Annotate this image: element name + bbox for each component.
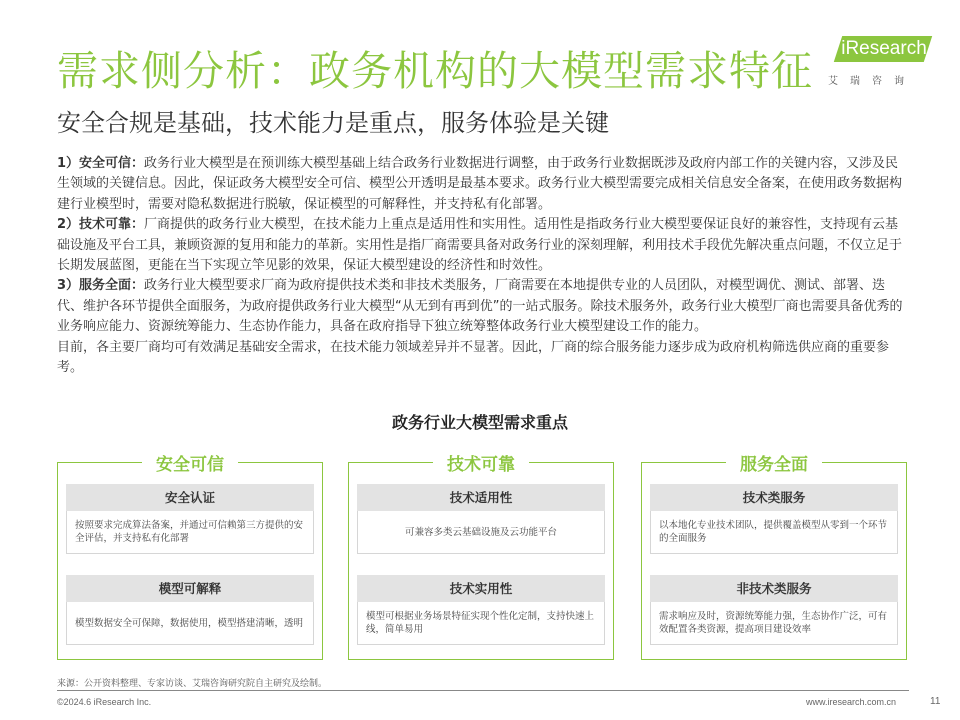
logo-wordmark	[838, 36, 930, 62]
card-tech-practicality	[357, 575, 605, 645]
panel-security	[57, 455, 323, 660]
panel-technology	[348, 455, 614, 660]
page-title: 需求侧分析：政务机构的大模型需求特征	[57, 47, 813, 95]
panel-security-title: 安全可信	[142, 455, 238, 475]
paragraph-technology	[57, 215, 909, 276]
card-tech-service	[650, 484, 898, 554]
card-text: 模型可根据业务场景特征实现个性化定制，支持快速上线，简单易用	[357, 602, 605, 645]
card-title: 模型可解释	[66, 575, 314, 602]
logo-text: Research	[845, 38, 927, 59]
panel-service	[641, 455, 907, 660]
iresearch-logo	[828, 32, 928, 88]
card-text: 可兼容多类云基础设施及云功能平台	[357, 511, 605, 554]
card-text: 以本地化专业技术团队，提供覆盖模型从零到一个环节的全面服务	[650, 511, 898, 554]
card-title: 安全认证	[66, 484, 314, 511]
page-subtitle: 安全合规是基础，技术能力是重点，服务体验是关键	[57, 109, 609, 137]
logo-chinese-name: 艾瑞咨询	[828, 76, 916, 87]
card-model-explainable	[66, 575, 314, 645]
paragraph-technology-text: 厂商提供的政务行业大模型，在技术能力上重点是适用性和实用性。适用性是指政务行业大模型要保证良好的兼容性，支持现有云基础设施及平台工具，兼顾资源的复用和能力的革新。实用性是指厂商需要具备对政务行业的深刻理解，利用技术手段优先解决重点问题，不仅立足于长期发展蓝图，更能在当下实现立竿见影的效果，保证大模型建设的经济性和时效性。	[57, 217, 903, 274]
card-security-cert	[66, 484, 314, 554]
panel-technology-title: 技术可靠	[433, 455, 529, 475]
paragraph-conclusion: 目前，各主要厂商均可有效满足基础安全需求，在技术能力领域差异并不显著。因此，厂商的综合服务能力逐步成为政府机构筛选供应商的重要参考。	[57, 339, 890, 376]
paragraph-technology-label: 2）技术可靠：	[57, 217, 145, 233]
page-number: 11	[930, 696, 941, 707]
card-tech-applicability	[357, 484, 605, 554]
panel-technology-header	[349, 450, 613, 475]
card-text: 按照要求完成算法备案，并通过可信赖第三方提供的安全评估，并支持私有化部署	[66, 511, 314, 554]
card-title: 技术适用性	[357, 484, 605, 511]
card-text: 模型数据安全可保障，数据使用，模型搭建清晰，透明	[66, 602, 314, 645]
paragraph-service-text: 政务行业大模型要求厂商为政府提供技术类和非技术类服务，厂商需要在本地提供专业的人员团队，对模型调优、测试、部署、迭代、维护各环节提供全面服务，为政府提供政务行业大模型“从无到有再到优”的一站式服务。除技术服务外，政务行业大模型厂商也需要具备优秀的业务响应能力、资源统筹能力、生态协作能力，具备在政府指导下独立统筹整体政务行业大模型建设工作的能力。	[57, 278, 903, 335]
card-text: 需求响应及时，资源统筹能力强，生态协作广泛，可有效配置各类资源，提高项目建设效率	[650, 602, 898, 645]
website-link[interactable]: www.iresearch.com.cn	[805, 697, 896, 707]
paragraph-service	[57, 276, 909, 337]
source-note: 来源：公开资料整理、专家访谈、艾瑞咨询研究院自主研究及绘制。	[57, 679, 328, 689]
card-title: 非技术类服务	[650, 575, 898, 602]
card-title: 技术实用性	[357, 575, 605, 602]
panel-security-header	[58, 450, 322, 475]
panel-service-title: 服务全面	[726, 455, 822, 475]
diagram-title: 政务行业大模型需求重点	[391, 413, 568, 432]
panel-service-header	[642, 450, 906, 475]
logo-mark: i	[841, 38, 846, 59]
paragraph-security-label: 1）安全可信：	[57, 156, 145, 171]
paragraph-security	[57, 154, 909, 215]
body-text	[57, 154, 909, 378]
card-title: 技术类服务	[650, 484, 898, 511]
paragraph-service-label: 3）服务全面：	[57, 278, 145, 294]
paragraph-security-text: 政务行业大模型是在预训练大模型基础上结合政务行业数据进行调整，由于政务行业数据既涉及政府内部工作的关键内容，又涉及民生领域的关键信息。因此，保证政务大模型安全可信、模型公开透明是最基本要求。政务行业大模型需要完成相关信息安全备案，在使用政务数据构建行业模型时，需要对隐私数据进行脱敏，保证模型的可解释性，并支持私有化部署。	[57, 156, 903, 212]
copyright: ©2024.6 iResearch Inc.	[57, 697, 152, 707]
footer-divider	[57, 690, 909, 691]
card-nontech-service	[650, 575, 898, 645]
